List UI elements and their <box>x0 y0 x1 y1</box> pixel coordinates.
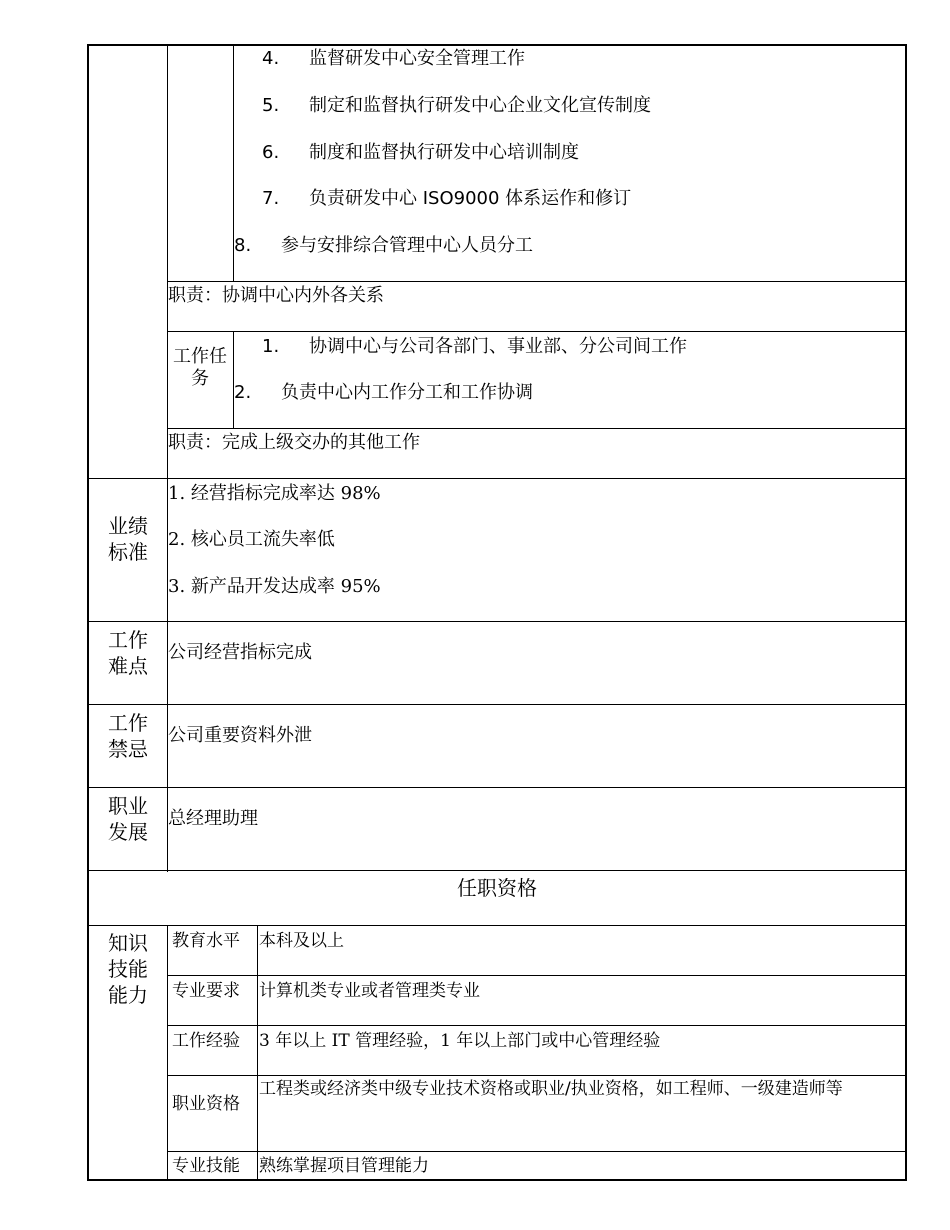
qual-key: 教育水平 <box>172 931 240 951</box>
row-line <box>167 281 906 282</box>
row-line <box>87 621 906 622</box>
qual-value: 工程类或经济类中级专业技术资格或职业/执业资格，如工程师、一级建造师等 <box>259 1079 843 1099</box>
task-item-number: 1. <box>262 336 280 357</box>
performance-label: 业绩标准 <box>108 514 148 564</box>
qual-key-divider <box>257 926 258 1180</box>
task-item-text: 协调中心与公司各部门、事业部、分公司间工作 <box>309 336 687 357</box>
task-label: 工作任务 <box>173 346 227 389</box>
duty-item-number: 5. <box>262 95 280 116</box>
taboo-text: 公司重要资料外泄 <box>168 725 312 746</box>
row-line <box>87 870 906 871</box>
qual-key: 专业要求 <box>172 981 240 1001</box>
qualification-heading: 任职资格 <box>457 876 537 900</box>
career-text: 总经理助理 <box>168 808 258 829</box>
performance-item: 2. 核心员工流失率低 <box>168 529 335 550</box>
taboo-label: 工作禁忌 <box>108 711 148 761</box>
table-border-right <box>905 44 907 1181</box>
qual-value: 计算机类专业或者管理类专业 <box>259 981 480 1001</box>
row-line <box>167 428 906 429</box>
duty-item-text: 制度和监督执行研发中心培训制度 <box>309 142 579 163</box>
table-border-bottom <box>87 1179 907 1181</box>
duty-title: 职责：协调中心内外各关系 <box>168 285 384 306</box>
row-line <box>87 478 906 479</box>
duty-item-text: 监督研发中心安全管理工作 <box>309 48 525 69</box>
duty-item-number: 4. <box>262 48 280 69</box>
qual-value: 熟练掌握项目管理能力 <box>259 1156 429 1176</box>
row-line <box>87 704 906 705</box>
duty-item-text: 参与安排综合管理中心人员分工 <box>281 235 533 256</box>
qual-value: 本科及以上 <box>259 931 344 951</box>
task-column-divider-2 <box>233 331 234 429</box>
qualification-group-label: 知识技能能力 <box>108 931 148 1007</box>
qual-key: 工作经验 <box>172 1031 240 1051</box>
duty-item-text: 负责研发中心 ISO9000 体系运作和修订 <box>309 188 632 209</box>
performance-item: 3. 新产品开发达成率 95% <box>168 576 381 597</box>
difficulty-text: 公司经营指标完成 <box>168 642 312 663</box>
row-line <box>167 1025 906 1026</box>
duty-item-number: 7. <box>262 188 280 209</box>
row-line <box>167 1151 906 1152</box>
row-line <box>87 925 906 926</box>
table-border-top <box>87 44 907 46</box>
row-line <box>87 787 906 788</box>
task-item-number: 2. <box>234 382 252 403</box>
duty-item-number: 8. <box>234 235 252 256</box>
duty-item-number: 6. <box>262 142 280 163</box>
qual-key: 职业资格 <box>172 1094 240 1114</box>
label-column-divider <box>167 44 168 872</box>
qual-value: 3 年以上 IT 管理经验，1 年以上部门或中心管理经验 <box>259 1031 661 1051</box>
difficulty-label: 工作难点 <box>108 628 148 678</box>
qual-key: 专业技能 <box>172 1156 240 1176</box>
row-line <box>167 1075 906 1076</box>
table-border-left <box>87 44 89 1181</box>
row-line <box>167 975 906 976</box>
career-label: 职业发展 <box>108 794 148 844</box>
duty-item-text: 制定和监督执行研发中心企业文化宣传制度 <box>309 95 651 116</box>
row-line <box>167 331 906 332</box>
task-item-text: 负责中心内工作分工和工作协调 <box>281 382 533 403</box>
duty-title: 职责：完成上级交办的其他工作 <box>168 432 420 453</box>
performance-item: 1. 经营指标完成率达 98% <box>168 483 381 504</box>
label-column-divider-lower <box>167 926 168 1180</box>
